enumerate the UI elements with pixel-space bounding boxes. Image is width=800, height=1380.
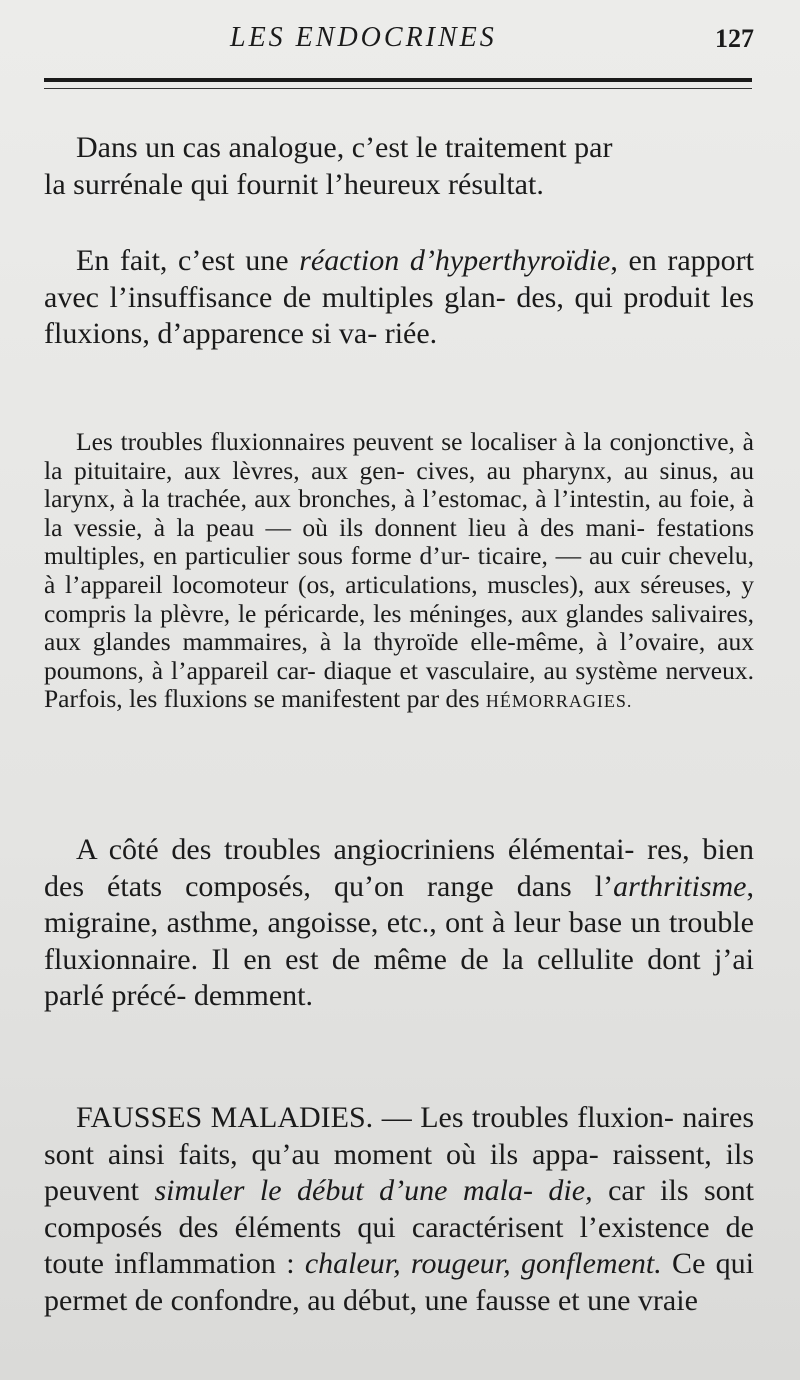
- paragraph-5-mid: car ils sont composés des éléments qui caractérisent l’existence de toute inflammation :: [44, 1174, 755, 1280]
- header-rule-thick: [44, 78, 752, 82]
- paragraph-2-italic: réaction d’hyperthyroïdie: [299, 244, 611, 277]
- paragraph-1: [44, 130, 754, 203]
- paragraph-2-rest: , en rapport avec l’insuffisance de multiples glan- des, qui produit les fluxions, d’apparence si va- riée.: [44, 244, 755, 350]
- paragraph-2-intro: En fait, c’est une: [76, 244, 300, 277]
- paragraph-5: [44, 1100, 754, 1319]
- paragraph-5-intro: — Les troubles fluxion- naires sont ainsi faits, qu’au moment où ils appa- raissent, ils peuvent: [44, 1101, 754, 1207]
- paragraph-3-small-caps: HÉMORRAGIES.: [485, 691, 633, 712]
- paragraph-5-italic-1: simuler le début d’une mala- die,: [154, 1174, 593, 1207]
- paragraph-3: [44, 428, 754, 716]
- paragraph-1-line-2: la surrénale qui fournit l’heureux résultat.: [44, 167, 544, 201]
- paragraph-4-intro: A côté des troubles angiocriniens élémentai- res, bien des états composés, qu’on range dans l’: [44, 833, 754, 903]
- page-number: 127: [715, 24, 754, 53]
- paragraph-5-rest: Ce qui permet de confondre, au début, une fausse et une vraie: [44, 1247, 755, 1317]
- header-rule-thin: [44, 88, 752, 89]
- paragraph-4-italic: arthritisme: [613, 869, 747, 903]
- paragraph-1-line-1: Dans un cas analogue, c’est le traitement par: [76, 131, 613, 164]
- paragraph-2: [44, 243, 754, 353]
- paragraph-3-text: Les troubles fluxionnaires peuvent se localiser à la conjonctive, à la pituitaire, aux lèvres, aux gen- cives, au pharynx, au sinus, au larynx, à la trachée, aux bronches, à l’estomac, à l’intestin, au foie, à la vessie, à la peau — où ils donnent lieu à des mani- festations multiples, en particulier sous forme d’ur- ticaire, — au cuir chevelu, à l’appareil locomoteur (os, articulations, muscles), aux séreuses, y compris la plèvre, le péricarde, les méninges, aux glandes salivaires, aux glandes mammaires, à la thyroïde elle-même, à l’ovaire, aux poumons, à l’appareil car- diaque et vasculaire, au système nerveux. Parfois, les fluxions se manifestent par des: [44, 427, 754, 714]
- section-heading: FAUSSES MALADIES.: [76, 1101, 374, 1134]
- paragraph-4-rest: , migraine, asthme, angoisse, etc., ont à leur base un trouble fluxionnaire. Il en est de même de la cellulite dont j’ai parlé précé- demment.: [44, 869, 754, 1012]
- paragraph-5-italic-2: chaleur, rougeur, gonflement.: [304, 1247, 662, 1280]
- paragraph-4: [44, 832, 754, 1015]
- running-title: LES ENDOCRINES: [230, 22, 497, 53]
